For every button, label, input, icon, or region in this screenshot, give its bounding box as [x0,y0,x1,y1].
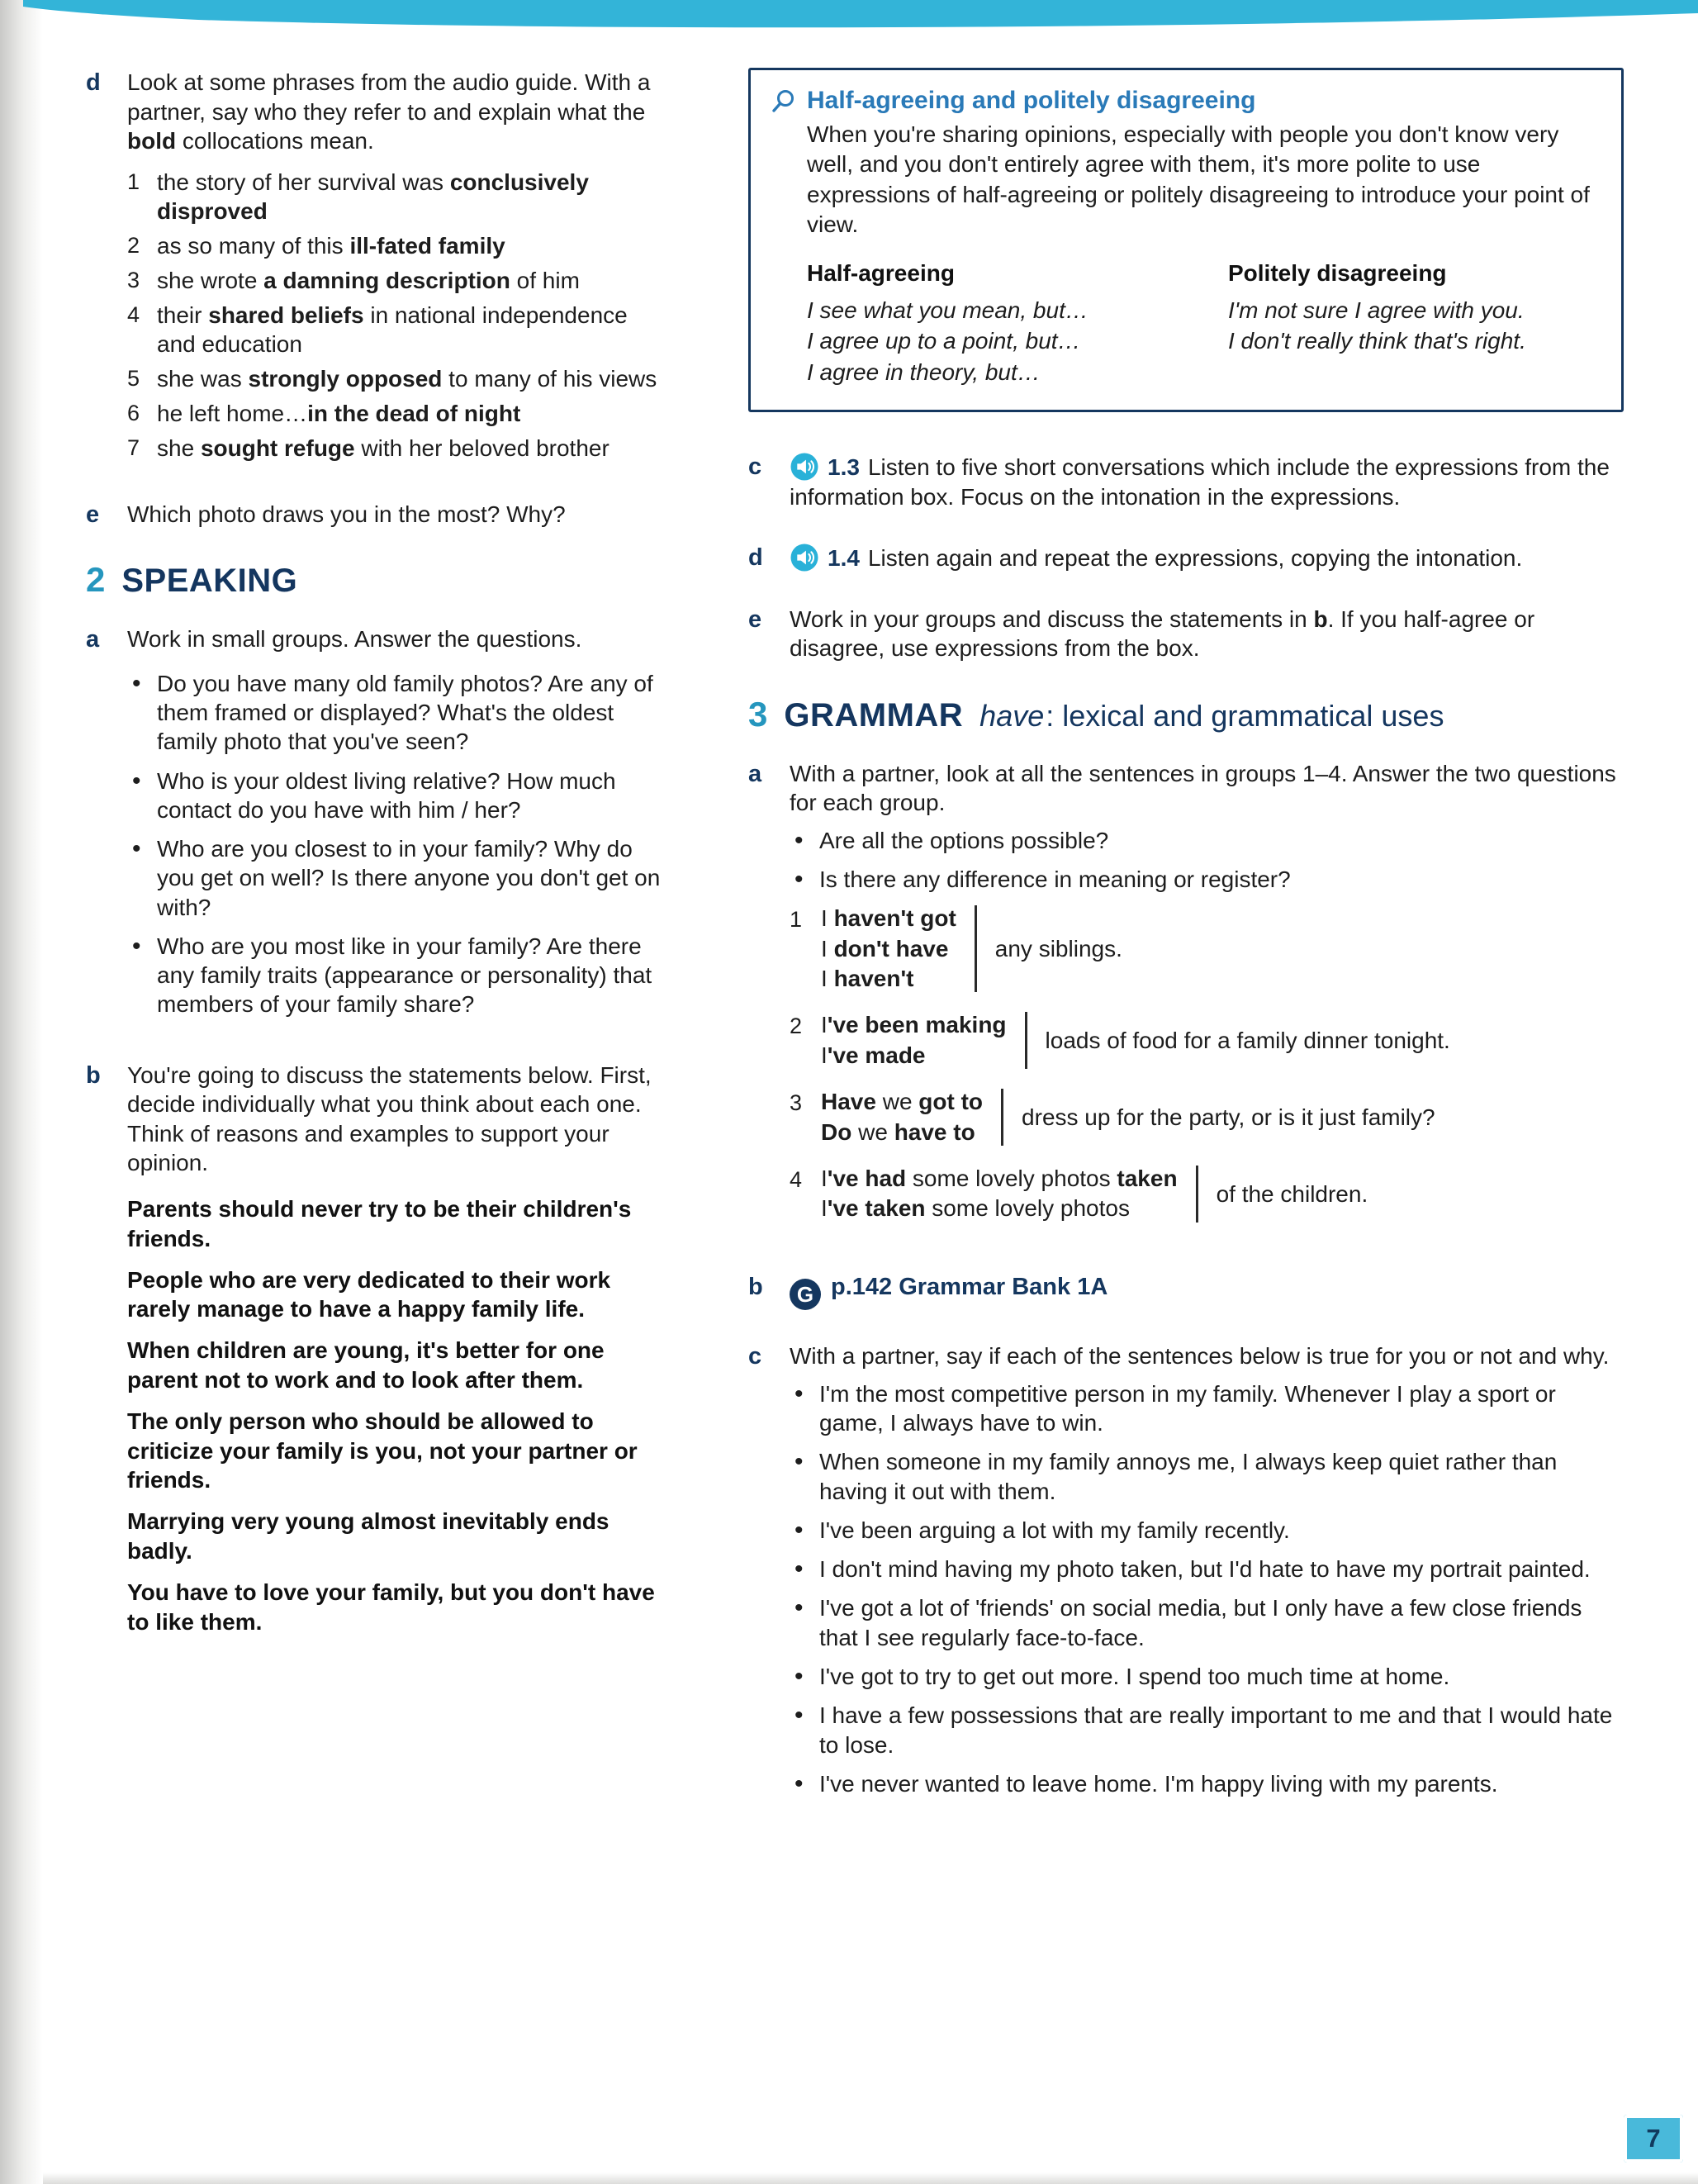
exercise-letter: e [748,605,762,633]
option-line: Do we have to [821,1118,975,1145]
phrase-list [127,168,667,463]
sentence-tail: of the children. [1216,1180,1368,1207]
phrase-text: as so many of this ill-fated family [157,232,505,259]
option-line: Have we got to [821,1089,984,1115]
instruction-text: Listen again and repeat the expressions, copying the intonation. [867,545,1523,572]
exercise-2b [86,1061,667,1649]
phrase-item [127,364,667,393]
group-number: 3 [790,1090,803,1116]
topic-italic: have [979,698,1045,733]
option-line: I haven't got [821,905,956,932]
statement-item: People who are very dedicated to their work rarely manage to have a happy family life. [127,1266,611,1322]
audio-speaker-icon [790,543,819,572]
exercise-2a-instruction: Work in small groups. Answer the questions. [127,626,582,653]
option-stack [821,1087,983,1147]
grammar-exercise-a [748,759,1624,1241]
sentence-tail: loads of food for a family dinner tonight. [1045,1028,1450,1054]
page-number: 7 [1646,2124,1661,2153]
exercise-1d-instruction: Look at some phrases from the audio guide. With a partner, say who they refer to and explain what the bold collocations mean. [127,69,651,154]
exercise-body [127,500,667,529]
right-column [748,68,1624,1840]
grammar-bank-link [790,1272,1624,1311]
scan-bottom-shadow [0,2172,1698,2184]
phrase-text: she was strongly opposed to many of his views [157,365,657,392]
column-header: Half-agreeing [807,259,955,286]
grammar-bank-text: p.142 Grammar Bank 1A [831,1273,1108,1300]
exercise-letter: b [748,1273,763,1300]
phrase-text: she sought refuge with her beloved brother [157,434,609,461]
politely-disagreeing-column [1228,260,1598,388]
info-box-body: When you're sharing opinions, especially with people you don't know very well, and you don't entirely agree with them, it's more polite to use expressions of half-agreeing or politely disagreeing to introduce your point of view. [807,121,1590,238]
section-title: SPEAKING [121,563,298,600]
expression-item: I agree in theory, but… [807,359,1041,386]
phrase-text: the story of her survival was conclusively disproved [157,169,589,224]
option-line: I've taken some lovely photos [821,1195,1130,1222]
grammar-bank-icon: G [790,1279,821,1310]
section-topic [979,699,1444,734]
phrase-number: 7 [127,434,140,460]
option-line: I've made [821,1042,926,1068]
phrase-item [127,399,667,428]
exercise-e-instruction: Work in your groups and discuss the statements in b. If you half-agree or disagree, use expressions from the box. [790,605,1535,662]
exercise-d-repeat [748,543,1624,573]
exercise-d-instruction [790,543,1624,573]
grammar-question-list [790,826,1624,895]
phrase-text: their shared beliefs in national independence and education [157,301,628,357]
grammar-group-2 [790,1010,1624,1071]
instruction-text: Listen to five short conversations which include the expressions from the information box. Focus on the intonation in the expressions. [790,453,1610,510]
exercise-letter: b [86,1061,101,1089]
grammar-question-item: • Is there any difference in meaning or register? [790,865,1624,894]
statement-item: The only person who should be allowed to criticize your family is you, not your partner or friends. [127,1408,638,1493]
exercise-body [127,68,667,468]
info-box-title: Half-agreeing and politely disagreeing [807,87,1256,114]
exercise-body [790,1341,1624,1808]
question-item: • Who are you most like in your family? Are there any family traits (appearance or personality) that members of your family share? [127,932,667,1019]
scan-edge-shadow [0,0,43,2184]
exercise-letter: c [748,1343,762,1370]
section-speaking-heading [86,560,667,600]
exercise-letter: c [748,453,762,480]
top-decoration-band [0,0,1698,36]
statement-item: You have to love your family, but you don't have to like them. [127,1579,655,1635]
phrase-item [127,168,667,226]
group-number: 2 [790,1014,803,1039]
topic-rest: : lexical and grammatical uses [1046,698,1444,733]
exercise-letter: a [86,626,100,653]
question-item: • Who are you closest to in your family? Why do you get on well? Is there anyone you don't get on with? [127,834,667,922]
exercise-body [127,624,667,1028]
phrase-item [127,301,667,358]
exercise-2b-instruction: You're going to discuss the statements below. First, decide individually what you think about each one. Think of reasons and examples to support your opinion. [127,1061,652,1176]
exercise-body [790,1272,1624,1311]
phrase-item [127,434,667,463]
option-stack [821,1164,1178,1224]
phrase-number: 4 [127,301,140,327]
exercise-body [790,605,1624,663]
section-number: 3 [748,694,768,734]
option-divider [1001,1089,1003,1146]
statement-item: Parents should never try to be their children's friends. [127,1195,632,1251]
option-line: I've been making [821,1012,1007,1038]
exercise-c-listen [748,452,1624,511]
statement-list [127,1194,667,1637]
expression-columns [807,260,1598,388]
audio-track-number: 1.3 [828,453,860,480]
phrase-number: 3 [127,267,140,292]
half-agreeing-column [807,260,1228,388]
phrase-item [127,231,667,260]
audio-track-number: 1.4 [828,545,860,572]
teal-wave-graphic [0,0,1698,36]
exercise-letter: e [86,501,100,528]
info-box-title-row [771,87,1598,115]
exercise-body [790,543,1624,573]
exercise-2a [86,624,667,1028]
option-line: I haven't [821,966,914,992]
exercise-letter: d [748,544,763,572]
info-box [748,68,1624,412]
grammar-group-4 [790,1164,1624,1224]
option-divider [1025,1012,1027,1069]
sentence-item: • I don't mind having my photo taken, but I'd hate to have my portrait painted. [790,1555,1624,1583]
info-box-content [771,120,1598,388]
phrase-number: 5 [127,365,140,391]
section-number: 2 [86,560,106,600]
exercise-letter: a [748,760,762,787]
grammar-group-3 [790,1087,1624,1147]
exercise-1e [86,500,667,529]
magnifier-icon [771,88,797,114]
sentence-item: • I have a few possessions that are really important to me and that I would hate to lose. [790,1701,1624,1759]
phrase-number: 1 [127,169,140,194]
option-divider [975,905,977,992]
option-line: I've had some lovely photos taken [821,1166,1178,1192]
grammar-question-item: • Are all the options possible? [790,826,1624,855]
exercise-body [127,1061,667,1649]
option-stack [821,904,956,994]
grammar-group-1 [790,904,1624,994]
phrase-text: he left home…in the dead of night [157,400,521,426]
expression-item: I'm not sure I agree with you. [1228,297,1525,323]
exercise-c-instruction [790,452,1624,511]
page-number-tab [1624,2115,1683,2163]
expression-item: I see what you mean, but… [807,297,1089,323]
exercise-1d [86,68,667,468]
left-column [86,68,667,1680]
phrase-number: 6 [127,400,140,425]
sentence-item: • I've got to try to get out more. I spend too much time at home. [790,1662,1624,1691]
sentence-item: • I've been arguing a lot with my family recently. [790,1516,1624,1545]
sentence-item: • I'm the most competitive person in my family. Whenever I play a sport or game, I always have to win. [790,1379,1624,1438]
option-divider [1196,1166,1198,1223]
grammar-c-instruction: With a partner, say if each of the sentences below is true for you or not and why. [790,1343,1610,1370]
sentence-tail: dress up for the party, or is it just family? [1022,1104,1435,1130]
column-header: Politely disagreeing [1228,259,1447,286]
phrase-item [127,266,667,295]
section-grammar-heading [748,695,1624,734]
expression-item: I don't really think that's right. [1228,328,1526,354]
grammar-exercise-b [748,1272,1624,1311]
audio-speaker-icon [790,452,819,482]
grammar-a-instruction: With a partner, look at all the sentences in groups 1–4. Answer the two questions for each group. [790,760,1616,816]
grammar-exercise-c [748,1341,1624,1808]
statement-item: Marrying very young almost inevitably ends badly. [127,1508,609,1564]
statement-item: When children are young, it's better for one parent not to work and to look after them. [127,1337,605,1393]
sentence-item: • I've never wanted to leave home. I'm happy living with my parents. [790,1769,1624,1798]
exercise-1e-instruction: Which photo draws you in the most? Why? [127,501,566,527]
exercise-e-discuss [748,605,1624,663]
exercise-body [790,759,1624,1241]
phrase-number: 2 [127,232,140,258]
expression-item: I agree up to a point, but… [807,328,1081,354]
option-stack [821,1010,1007,1071]
question-list [127,669,667,1019]
group-number: 4 [790,1167,803,1193]
sentence-item: • When someone in my family annoys me, I always keep quiet rather than having it out with them. [790,1447,1624,1506]
sentence-list [790,1379,1624,1798]
question-item: • Do you have many old family photos? Are any of them framed or displayed? What's the oldest family photo that you've seen? [127,669,667,757]
exercise-letter: d [86,69,101,96]
sentence-tail: any siblings. [994,936,1122,962]
option-line: I don't have [821,935,949,961]
question-item: • Who is your oldest living relative? How much contact do you have with him / her? [127,767,667,825]
phrase-text: she wrote a damning description of him [157,267,580,293]
sentence-item: • I've got a lot of 'friends' on social media, but I only have a few close friends that I see regularly face-to-face. [790,1593,1624,1652]
section-title: GRAMMAR [784,696,964,734]
group-number: 1 [790,907,803,933]
exercise-body [790,452,1624,511]
